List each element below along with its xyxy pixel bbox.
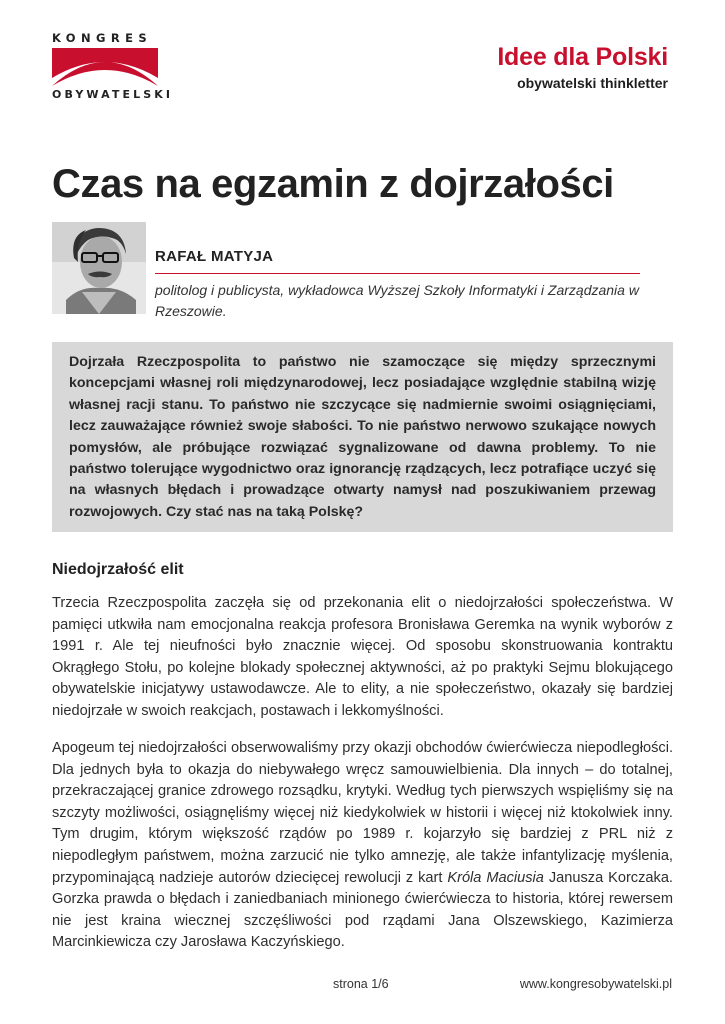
paragraph-2-text-a: Apogeum tej niedojrzałości obserwowaliśmy przy okazji obchodów ćwierćwiecza niepodległości. Dla jednych była to okazja do niebywałego wręcz samouwielbienia. Dla innych – do totalnej, przekraczającej granice zdrowego rozsądku, krytyki. Według tych pierwszych wspięliśmy się na szczyty możliwości, osiągnęliśmy więcej niż kiedykolwiek w historii i więcej niż ktokolwiek inny. Tym drugim, którym większość rządów po 1989 r. kojarzyło się bardziej z PRL niż z niepodległym państwem, można zarzucić nie tylko amnezję, ale także infantylizację myślenia, przypominającą nadzieje autorów dziecięcej rewolucji z kart — [52, 740, 673, 886]
body-paragraph-2 — [52, 738, 673, 954]
body-paragraph-1: Trzecia Rzeczpospolita zaczęła się od przekonania elit o niedojrzałości społeczeństwa. W pamięci utkwiła nam emocjonalna reakcja profesora Bronisława Geremka na wynik wyborów z 1991 r. Ale tej nieufności było znacznie więcej. Od sposobu skonstruowania kontraktu Okrągłego Stołu, po kolejne blokady społecznej aktywności, aż po praktyki Sejmu blokującego obywatelskie inicjatywy ustawodawcze. Ale to elity, a nie społeczeństwo, okazały się bardziej niedojrzałe w swoich reakcjach, postawach i lekkomyślności. — [52, 595, 673, 719]
author-portrait — [52, 222, 146, 314]
author-name: RAFAŁ MATYJA — [155, 248, 274, 265]
paragraph-2-text-b: Janusza Korczaka. Gorzka prawda o błędach i zaniedbaniach minionego ćwierćwiecza to historia, której rewersem nie jest kraina wiecznej szczęśliwości pod rządami Jana Olszewskiego, Kazimierza Marcinkiewicza czy Jarosława Kaczyńskiego. — [52, 869, 673, 951]
lead-summary-box: Dojrzała Rzeczpospolita to państwo nie szamoczące się między sprzecznymi koncepcjami własnej roli międzynarodowej, lecz posiadające względnie stabilną wizję własnej racji stanu. To państwo nie szczycące się nadmiernie swoimi osiągnięciami, lecz zauważające również swoje słabości. To nie państwo nerwowo szukające nowych pomysłów, ale próbujące rozwiązać sygnalizowane od dawna problemy. To nie państwo tolerujące wygodnictwo oraz ignorancję rządzących, lecz potrafiące uczyć się na własnych błędach i prowadzące otwarty namysł nad poszukiwaniem przewag rozwojowych. Czy stać nas na taką Polskę? — [52, 342, 673, 532]
brand-title: Idee dla Polski — [497, 43, 668, 71]
author-description: politolog i publicysta, wykładowca Wyższej Szkoły Informatyki i Zarządzania w Rzeszowie. — [155, 282, 639, 319]
logo-text-bottom: OBYWATELSKI — [52, 88, 174, 101]
logo-arch-icon — [52, 48, 158, 86]
logo-text-top: KONGRES — [52, 31, 153, 45]
section-heading: Niedojrzałość elit — [52, 561, 184, 578]
kongres-logo — [52, 31, 174, 101]
brand-subtitle: obywatelski thinkletter — [517, 75, 668, 91]
footer-website-link[interactable]: www.kongresobywatelski.pl — [519, 977, 672, 991]
page-number: strona 1/6 — [333, 977, 389, 991]
document-title: Czas na egzamin z dojrzałości — [52, 162, 614, 206]
author-divider — [155, 273, 640, 274]
book-title-italic: Króla Maciusia — [447, 869, 544, 886]
brand-header — [497, 42, 668, 91]
